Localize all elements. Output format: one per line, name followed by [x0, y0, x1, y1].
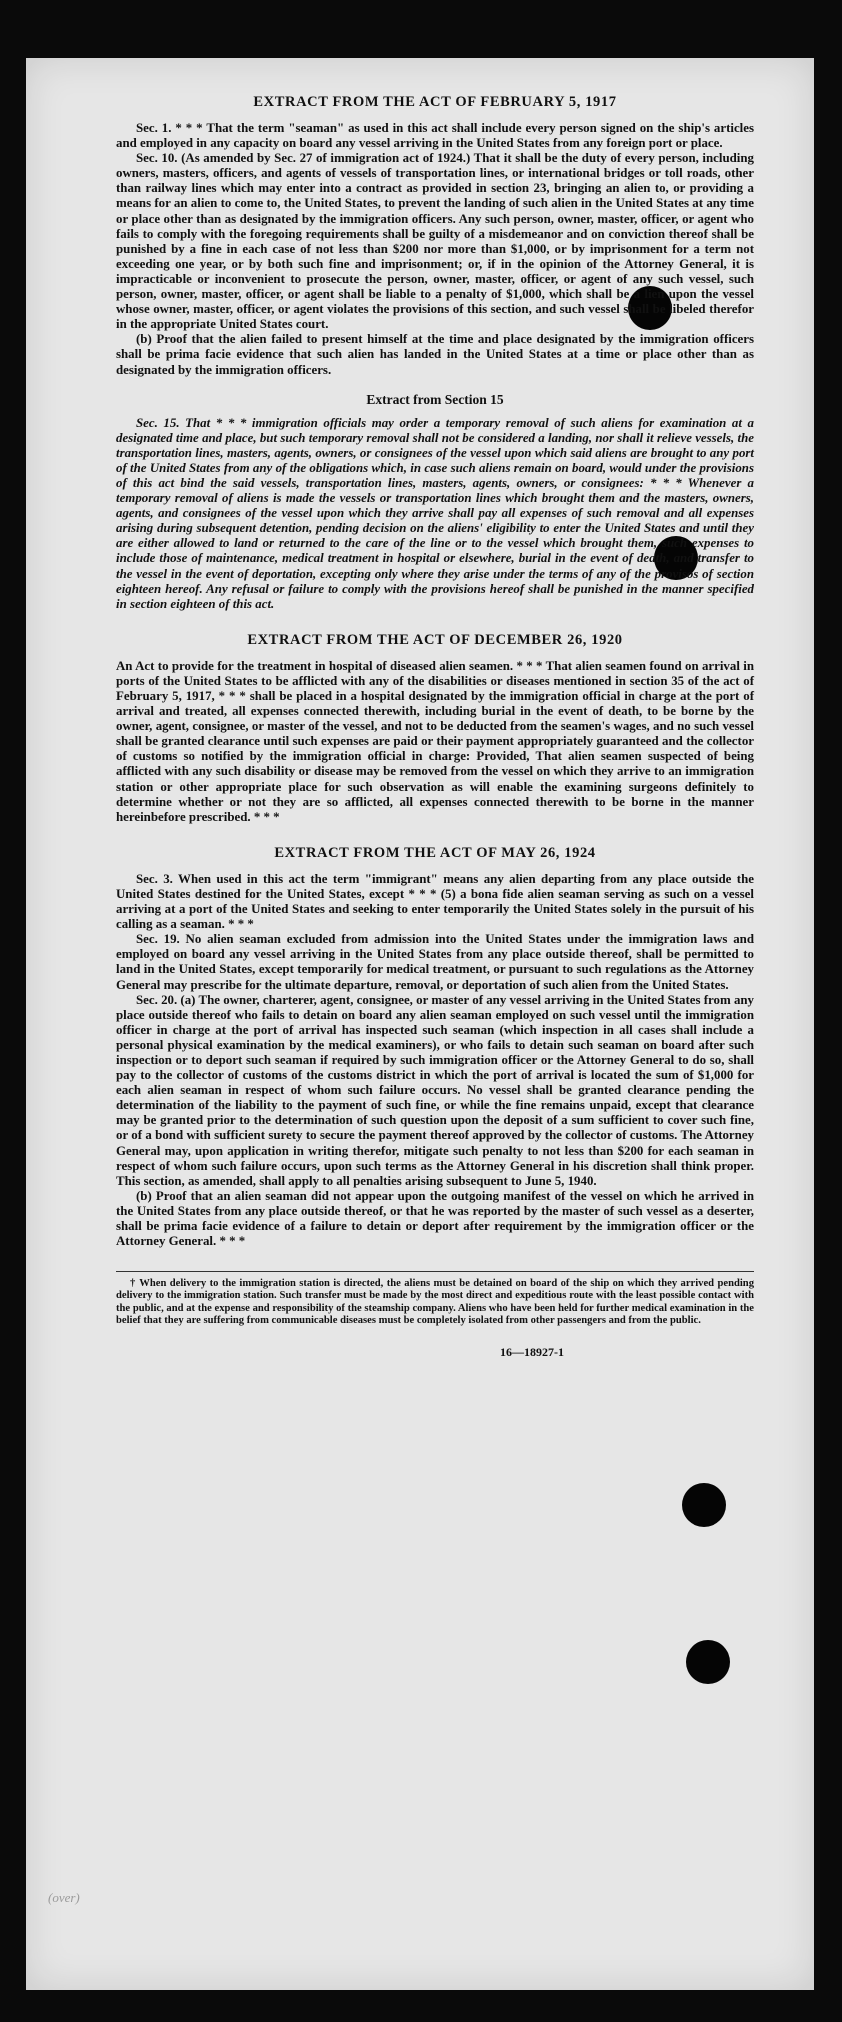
- document-body: [116, 86, 754, 1360]
- footnote-divider: [116, 1271, 754, 1272]
- paragraph-sec-20a: Sec. 20. (a) The owner, charterer, agent, consignee, or master of any vessel arriving in the United States from any place outside thereof who fails to detain on board any alien seaman employed on such vessel until the immigration officer in charge at the port of arrival has inspected such seaman (which inspection in all cases shall include a personal physical examination by the medical examiners), or who fails to detain such seaman on board after such inspection or to deport such seaman if required by such immigration officer or the Attorney General to do so, shall pay to the collector of customs of the customs district in which the port of arrival is located the sum of $1,000 for each alien seaman in respect of whom such failure occurs. No vessel shall be granted clearance pending the determination of the liability to the payment of such fine, or while the fine remains unpaid, except that clearance may be granted prior to the determination of such question upon the deposit of a sum sufficient to cover such fine, or of a bond with sufficient surety to secure the payment thereof approved by the collector of customs. The Attorney General may, upon application in writing therefor, mitigate such penalty to not less than $200 for each seaman in respect of whom such failure occurs, upon such terms as the Attorney General in his discretion shall think proper. This section, as amended, shall apply to all penalties arising subsequent to June 5, 1940.: [116, 992, 754, 1188]
- punch-hole: [682, 1483, 726, 1527]
- paragraph-sec-3: Sec. 3. When used in this act the term "immigrant" means any alien departing from any place outside the United States destined for the United States, except * * * (5) a bona fide alien seaman serving as such on a vessel arriving at a port of the United States and seeking to enter temporarily the United States solely in the pursuit of his calling as a seaman. * * *: [116, 871, 754, 932]
- section-heading-sec-15: Extract from Section 15: [366, 391, 504, 407]
- paragraph-sec-20b: (b) Proof that an alien seaman did not appear upon the outgoing manifest of the vessel on which he arrived in the United States from any place outside thereof, or that he was reported by the master of such vessel as a deserter, shall be prima facie evidence of a failure to detain or deport after requirement by the immigration officer or the Attorney General. * * *: [116, 1188, 754, 1249]
- paragraph-sec-15: Sec. 15. That * * * immigration officials may order a temporary removal of such aliens for examination at a designated time and place, but such temporary removal shall not be considered a landing, nor shall it relieve vessels, the transportation lines, masters, agents, owners, or consignees of the vessel upon which said aliens are brought to any port of the United States from any of the obligations which, in case such aliens remain on board, would under the provisions of this act bind the said vessels, transportation lines, masters, agents, owners, or consignees: * * * Whenever a temporary removal of aliens is made the vessels or transportation lines which brought them and the masters, owners, agents, and consignees of the vessel upon which they arrive shall pay all expenses of such removal and all expenses arising during subsequent detention, pending decision on the aliens' eligibility to enter the United States and until they are either allowed to land or returned to the care of the line or to the vessel which brought them, such expenses to include those of maintenance, medical treatment in hospital or elsewhere, burial in the event of death, and transfer to the vessel in the event of deportation, excepting only where they arise under the terms of any of the provisos of section eighteen hereof. Any refusal or failure to comply with the provisions hereof shall be punished in the manner specified in section eighteen of this act.: [116, 415, 754, 611]
- paragraph-sec-1: Sec. 1. * * * That the term "seaman" as used in this act shall include every person signed on the ship's articles and employed in any capacity on board any vessel arriving in the United States from any foreign port or place.: [116, 121, 754, 151]
- bleed-through-text: (over): [48, 1890, 80, 1905]
- paragraph-sec-10b: (b) Proof that the alien failed to present himself at the time and place designated by the immigration officers shall be prima facie evidence that such alien has landed in the United States at a time or place other than as designated by the immigration officers.: [116, 332, 754, 377]
- section-heading-1924: EXTRACT FROM THE ACT OF MAY 26, 1924: [274, 844, 596, 861]
- punch-hole: [686, 1640, 730, 1684]
- document-page: [26, 58, 814, 1990]
- section-heading-1917: EXTRACT FROM THE ACT OF FEBRUARY 5, 1917: [253, 94, 617, 110]
- footnote: † When delivery to the immigration station is directed, the aliens must be detained on board of the ship on which they arrived pending delivery to the immigration station. Such transfer must be made by the most direct and expeditious route with the least possible contact with the public, and at the expense and responsibility of the steamship company. Aliens who have been held for further medical examination in the belief that they are suffering from communicable diseases must be completely isolated from other passengers and from the public.: [116, 1278, 754, 1327]
- paragraph-act-1920: An Act to provide for the treatment in hospital of diseased alien seamen. * * * That alien seamen found on arrival in ports of the United States to be afflicted with any of the disabilities or diseases mentioned in section 35 of the act of February 5, 1917, * * * shall be placed in a hospital designated by the immigration official in charge at the port of arrival and treated, all expenses connected therewith, including burial in the event of death, to be borne by the owner, agent, consignee, or master of the vessel, and not to be deducted from the seamen's wages, and no such vessel shall be granted clearance until such expenses are paid or their payment appropriately guaranteed and the collector of customs so notified by the immigration official in charge: Provided, That alien seamen suspected of being afflicted with any such disability or disease may be removed from the vessel on which they arrive to an immigration station or other appropriate place for such observation as will enable the examining surgeons definitely to determine whether or not they are so afflicted, all expenses connected therewith to be borne in the manner hereinbefore prescribed. * * *: [116, 658, 754, 824]
- paragraph-sec-10: Sec. 10. (As amended by Sec. 27 of immigration act of 1924.) That it shall be the duty of every person, including owners, masters, officers, and agents of vessels of transportation lines, or international bridges or toll roads, other than railway lines which may enter into a contract as provided in section 23, bringing an alien to, or providing a means for an alien to come to, the United States, to prevent the landing of such alien in the United States at any time or place other than as designated by the immigration officers. Any such person, owner, master, officer, or agent who fails to comply with the foregoing requirements shall be guilty of a misdemeanor and on conviction thereof shall be punished by a fine in each case of not less than $200 nor more than $1,000, or by imprisonment for a term not exceeding one year, or by both such fine and imprisonment; or, if in the opinion of the Attorney General, it is impracticable or inconvenient to prosecute the person, owner, master, officer, or agent of any such vessel, such person, owner, master, officer, or agent shall be liable to a penalty of $1,000, which shall be a lien upon the vessel whose owner, master, officer, or agent violates the provisions of this section, and such vessel shall be libeled therefor in the appropriate United States court.: [116, 151, 754, 332]
- section-heading-1920: EXTRACT FROM THE ACT OF DECEMBER 26, 1920: [247, 631, 623, 648]
- paragraph-sec-19: Sec. 19. No alien seaman excluded from admission into the United States under the immigration laws and employed on board any vessel arriving in the United States from any place outside thereof, shall be permitted to land in the United States, except temporarily for medical treatment, or pursuant to such regulations as the Attorney General may prescribe for the ultimate departure, removal, or deportation of such alien from the United States.: [116, 932, 754, 992]
- form-number: 16—18927-1: [500, 1345, 564, 1360]
